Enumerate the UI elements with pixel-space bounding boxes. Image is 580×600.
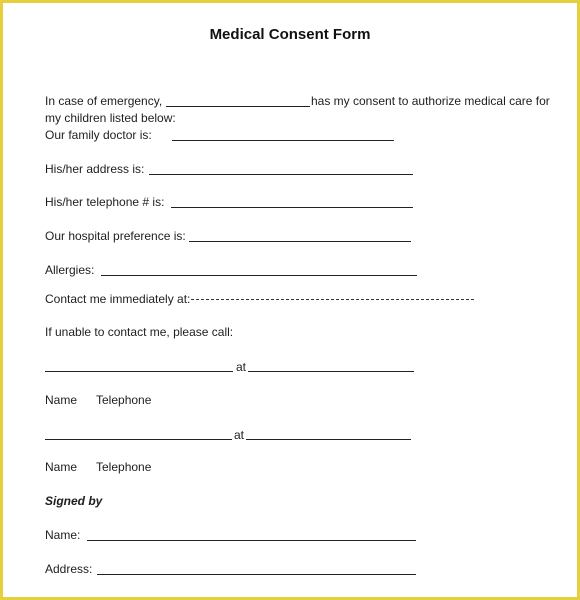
emergency-suffix: has my consent to authorize medical care for — [311, 94, 550, 108]
emergency-name-line[interactable] — [166, 106, 310, 107]
signed-by-heading: Signed by — [45, 494, 103, 508]
family-doctor-label: Our family doctor is: — [45, 128, 152, 142]
page-title: Medical Consent Form — [209, 26, 371, 43]
family-doctor-line[interactable] — [172, 140, 394, 141]
contact-immediately-line[interactable] — [191, 299, 474, 300]
contact1-telephone-label: Telephone — [96, 393, 152, 407]
allergies-label: Allergies: — [45, 263, 95, 277]
emergency-prefix: In case of emergency, — [45, 94, 163, 108]
contact1-name-label: Name — [45, 393, 78, 407]
contact1-at: at — [236, 360, 247, 374]
hospital-line[interactable] — [189, 241, 411, 242]
contact1-name-line[interactable] — [45, 371, 233, 372]
contact2-telephone-label: Telephone — [96, 460, 152, 474]
contact-immediately-label: Contact me immediately at: — [45, 292, 191, 306]
signature-address-line[interactable] — [97, 574, 416, 575]
contact2-phone-line[interactable] — [246, 439, 411, 440]
contact2-name-line[interactable] — [45, 439, 232, 440]
allergies-line[interactable] — [101, 275, 417, 276]
address-label: His/her address is: — [45, 162, 145, 176]
signature-name-line[interactable] — [87, 540, 416, 541]
contact2-at: at — [234, 428, 245, 442]
hospital-label: Our hospital preference is: — [45, 229, 186, 243]
emergency-line2: my children listed below: — [45, 111, 176, 125]
telephone-label: His/her telephone # is: — [45, 195, 165, 209]
telephone-line[interactable] — [171, 207, 413, 208]
address-line[interactable] — [149, 174, 413, 175]
contact2-name-label: Name — [45, 460, 78, 474]
contact1-phone-line[interactable] — [248, 371, 414, 372]
signature-name-label: Name: — [45, 528, 81, 542]
unable-contact-label: If unable to contact me, please call: — [45, 325, 234, 339]
signature-address-label: Address: — [45, 562, 93, 576]
